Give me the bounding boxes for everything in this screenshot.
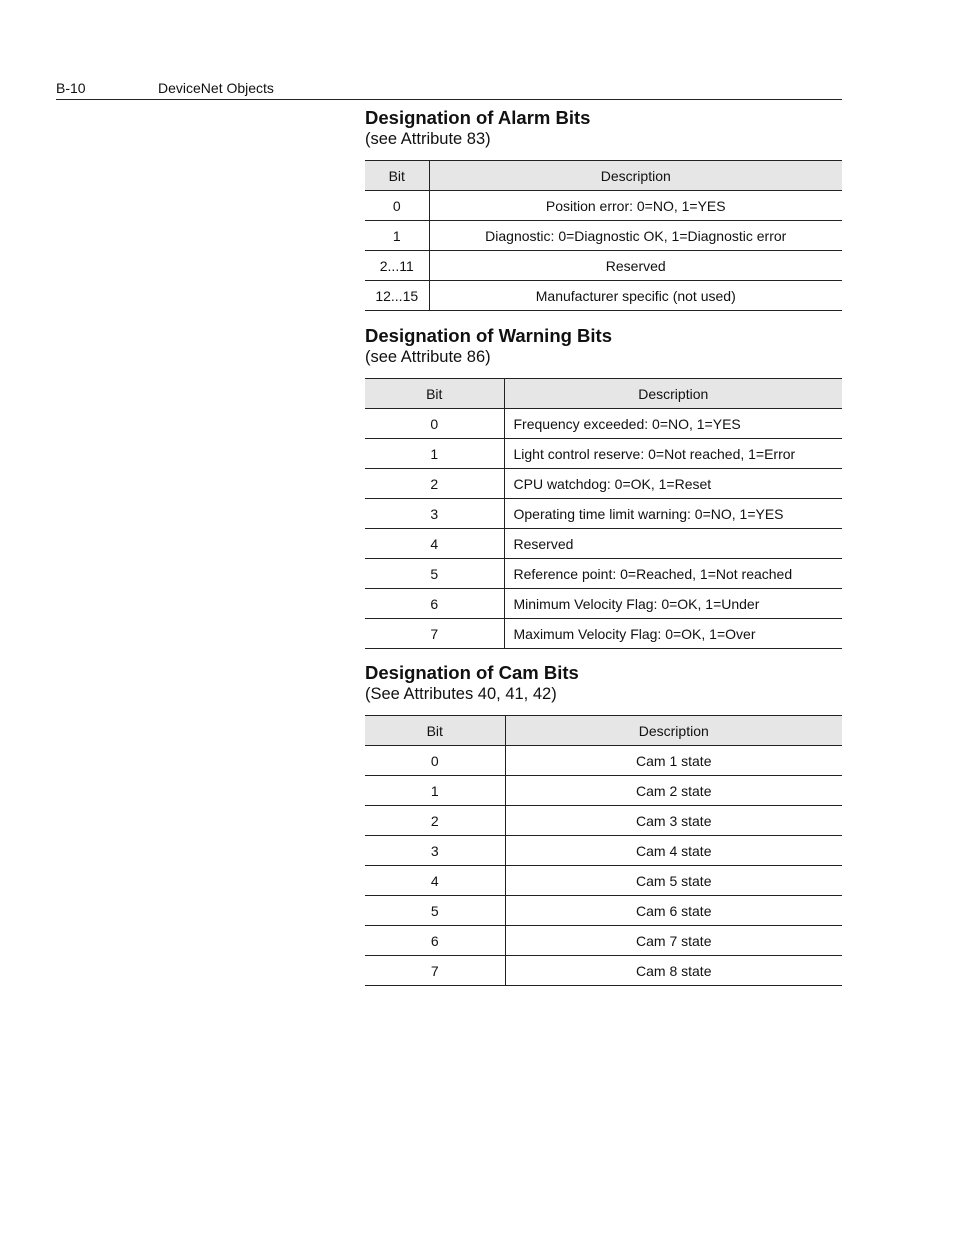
table-body [365, 746, 842, 986]
bit-cell: 4 [365, 866, 505, 896]
page-number: B-10 [56, 80, 86, 96]
bit-cell: 6 [365, 926, 505, 956]
table-row [365, 529, 842, 559]
table-row [365, 746, 842, 776]
column-header-description: Description [429, 161, 842, 191]
bit-cell: 2...11 [365, 251, 429, 281]
alarm-bits-table [365, 160, 842, 311]
column-header-description: Description [504, 379, 842, 409]
table-row [365, 191, 842, 221]
bit-cell: 1 [365, 776, 505, 806]
table-row [365, 806, 842, 836]
table-row [365, 221, 842, 251]
table-row [365, 926, 842, 956]
section-title: Designation of Alarm Bits [365, 107, 591, 128]
bit-cell: 7 [365, 619, 504, 649]
alarm-bits-section [365, 107, 842, 311]
bit-cell: 1 [365, 221, 429, 251]
warning-bits-section [365, 325, 842, 649]
section-title: Designation of Cam Bits [365, 662, 579, 683]
section-subtitle: (see Attribute 86) [365, 348, 491, 366]
description-cell: CPU watchdog: 0=OK, 1=Reset [504, 469, 842, 499]
bit-cell: 0 [365, 409, 504, 439]
table-row [365, 776, 842, 806]
bit-cell: 5 [365, 896, 505, 926]
table-row [365, 409, 842, 439]
bit-cell: 2 [365, 469, 504, 499]
table-row [365, 866, 842, 896]
bit-cell: 1 [365, 439, 504, 469]
bit-cell: 6 [365, 589, 504, 619]
description-cell: Cam 3 state [505, 806, 842, 836]
page-header [56, 80, 842, 100]
description-cell: Cam 2 state [505, 776, 842, 806]
description-cell: Maximum Velocity Flag: 0=OK, 1=Over [504, 619, 842, 649]
bit-cell: 0 [365, 191, 429, 221]
description-cell: Reference point: 0=Reached, 1=Not reached [504, 559, 842, 589]
table-row [365, 559, 842, 589]
description-cell: Cam 8 state [505, 956, 842, 986]
bit-cell: 0 [365, 746, 505, 776]
warning-bits-table [365, 378, 842, 649]
table-row [365, 499, 842, 529]
cam-bits-table [365, 715, 842, 986]
bit-cell: 5 [365, 559, 504, 589]
description-cell: Position error: 0=NO, 1=YES [429, 191, 842, 221]
column-header-description: Description [505, 716, 842, 746]
column-header-bit: Bit [365, 379, 504, 409]
bit-cell: 3 [365, 836, 505, 866]
description-cell: Reserved [504, 529, 842, 559]
description-cell: Reserved [429, 251, 842, 281]
table-row [365, 619, 842, 649]
table-header-row [365, 161, 842, 191]
description-cell: Minimum Velocity Flag: 0=OK, 1=Under [504, 589, 842, 619]
section-title: Designation of Warning Bits [365, 325, 613, 346]
bit-cell: 4 [365, 529, 504, 559]
description-cell: Diagnostic: 0=Diagnostic OK, 1=Diagnostic error [429, 221, 842, 251]
description-cell: Operating time limit warning: 0=NO, 1=YES [504, 499, 842, 529]
table-row [365, 956, 842, 986]
bit-cell: 12...15 [365, 281, 429, 311]
description-cell: Cam 1 state [505, 746, 842, 776]
description-cell: Frequency exceeded: 0=NO, 1=YES [504, 409, 842, 439]
table-row [365, 439, 842, 469]
description-cell: Cam 4 state [505, 836, 842, 866]
table-header-row [365, 716, 842, 746]
table-header-row [365, 379, 842, 409]
table-body [365, 191, 842, 311]
table-row [365, 251, 842, 281]
description-cell: Manufacturer specific (not used) [429, 281, 842, 311]
description-cell: Cam 6 state [505, 896, 842, 926]
table-row [365, 469, 842, 499]
bit-cell: 3 [365, 499, 504, 529]
section-subtitle: (See Attributes 40, 41, 42) [365, 685, 557, 703]
column-header-bit: Bit [365, 716, 505, 746]
table-row [365, 896, 842, 926]
column-header-bit: Bit [365, 161, 429, 191]
section-subtitle: (see Attribute 83) [365, 130, 491, 148]
cam-bits-section [365, 662, 842, 986]
bit-cell: 7 [365, 956, 505, 986]
table-row [365, 589, 842, 619]
table-row [365, 281, 842, 311]
chapter-title: DeviceNet Objects [158, 80, 274, 96]
description-cell: Light control reserve: 0=Not reached, 1=Error [504, 439, 842, 469]
table-row [365, 836, 842, 866]
bit-cell: 2 [365, 806, 505, 836]
description-cell: Cam 7 state [505, 926, 842, 956]
description-cell: Cam 5 state [505, 866, 842, 896]
table-body [365, 409, 842, 649]
